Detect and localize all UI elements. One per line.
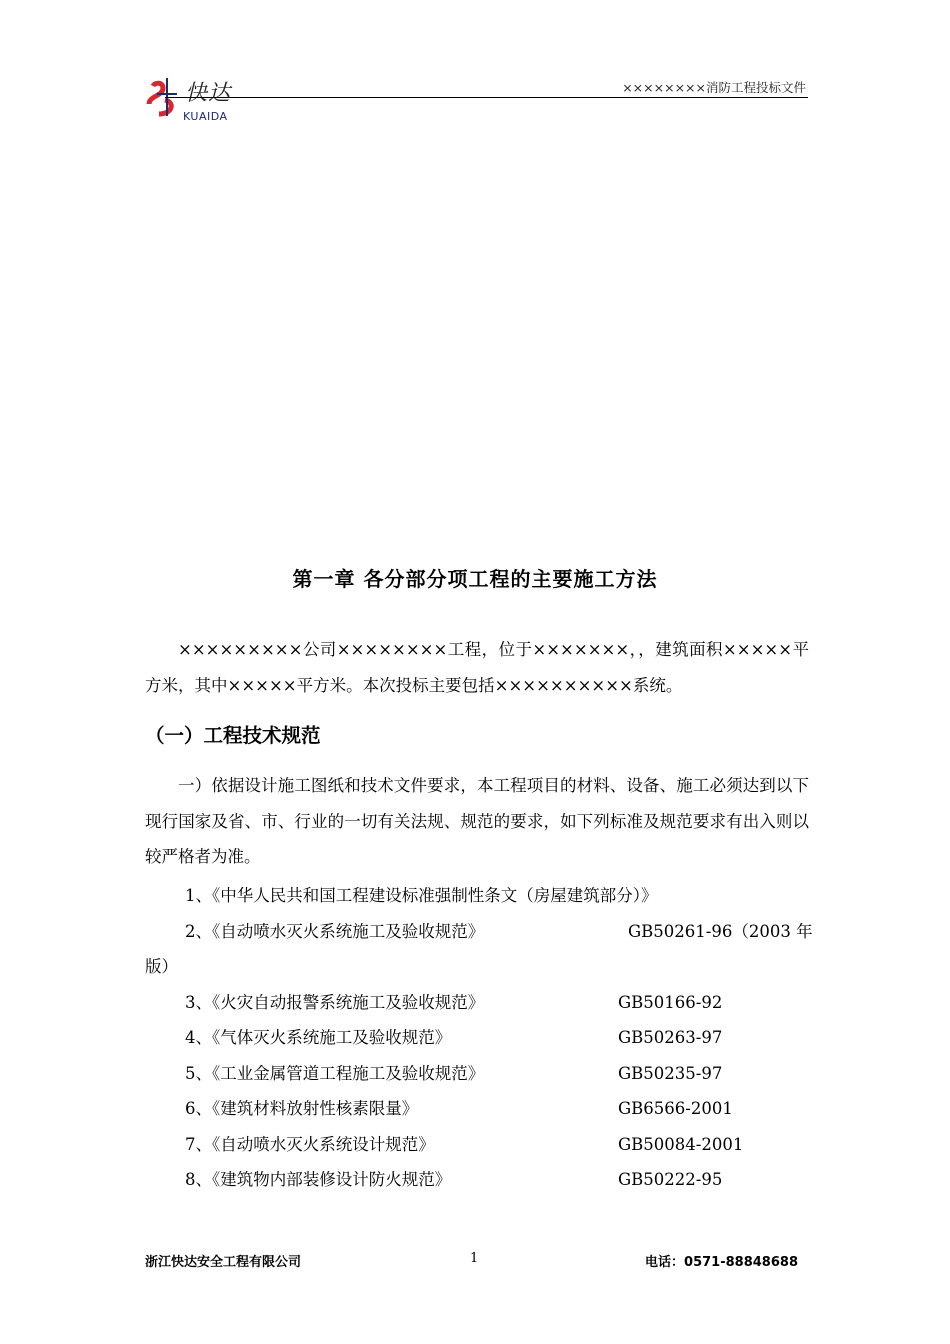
list-item [145, 985, 809, 1021]
page-header [145, 70, 808, 130]
standards-list [145, 878, 813, 1198]
standard-code: GB50235-97 [618, 1063, 723, 1083]
standard-name: 5、《工业金属管道工程施工及验收规范》 [185, 1063, 485, 1083]
standard-code: GB50222-95 [618, 1170, 723, 1189]
logo-wordmark: KUAIDA [183, 110, 228, 123]
standard-name: 3、《火灾自动报警系统施工及验收规范》 [185, 992, 485, 1012]
standard-name: 8、《建筑物内部装修设计防火规范》 [185, 1170, 452, 1189]
list-item [145, 1091, 809, 1127]
company-logo [145, 74, 255, 124]
standard-name: 2、《自动喷水灭火系统施工及验收规范》 [185, 921, 485, 941]
section-heading: （一）工程技术规范 [145, 724, 321, 747]
standard-code: GB50166-92 [618, 992, 723, 1012]
standard-code: GB6566-2001 [618, 1099, 733, 1118]
standard-name: 7、《自动喷水灭火系统设计规范》 [185, 1134, 435, 1154]
logo-script: 快达 [185, 81, 232, 106]
page-number: 1 [470, 1251, 479, 1266]
list-item [145, 1056, 809, 1092]
standard-code: GB50084-2001 [618, 1134, 744, 1154]
list-item [145, 914, 813, 985]
standard-code-continued: 版） [145, 957, 178, 976]
standard-code: GB50263-97 [618, 1028, 723, 1047]
list-item [145, 1162, 809, 1198]
standard-name: 6、《建筑材料放射性核素限量》 [185, 1099, 419, 1118]
standard-code: GB50261-96（2003 年 [628, 921, 813, 941]
intro-paragraph: ×××××××××公司××××××××工程，位于×××××××，，建筑面积×××××平方米，其中×××××平方米。本次投标主要包括××××××××××系统。 [145, 640, 809, 695]
chapter-title: 第一章 各分部分项工程的主要施工方法 [292, 567, 658, 591]
header-divider [165, 97, 808, 98]
standard-name: 1、《中华人民共和国工程建设标准强制性条文（房屋建筑部分）》 [185, 886, 658, 905]
kuaida-logo-icon [145, 74, 181, 118]
list-item [145, 878, 809, 914]
document-title: ××××××××消防工程投标文件 [622, 80, 806, 95]
list-item [145, 1020, 809, 1056]
list-item [145, 1127, 809, 1163]
standard-name: 4、《气体灭火系统施工及验收规范》 [185, 1028, 452, 1047]
basis-paragraph: 一）依据设计施工图纸和技术文件要求，本工程项目的材料、设备、施工必须达到以下现行国家及省、市、行业的一切有关法规、规范的要求，如下列标准及规范要求有出入则以较严格者为准。 [145, 776, 809, 866]
footer-company: 浙江快达安全工程有限公司 [145, 1255, 302, 1270]
footer-phone: 电话：0571-88848688 [645, 1255, 798, 1270]
